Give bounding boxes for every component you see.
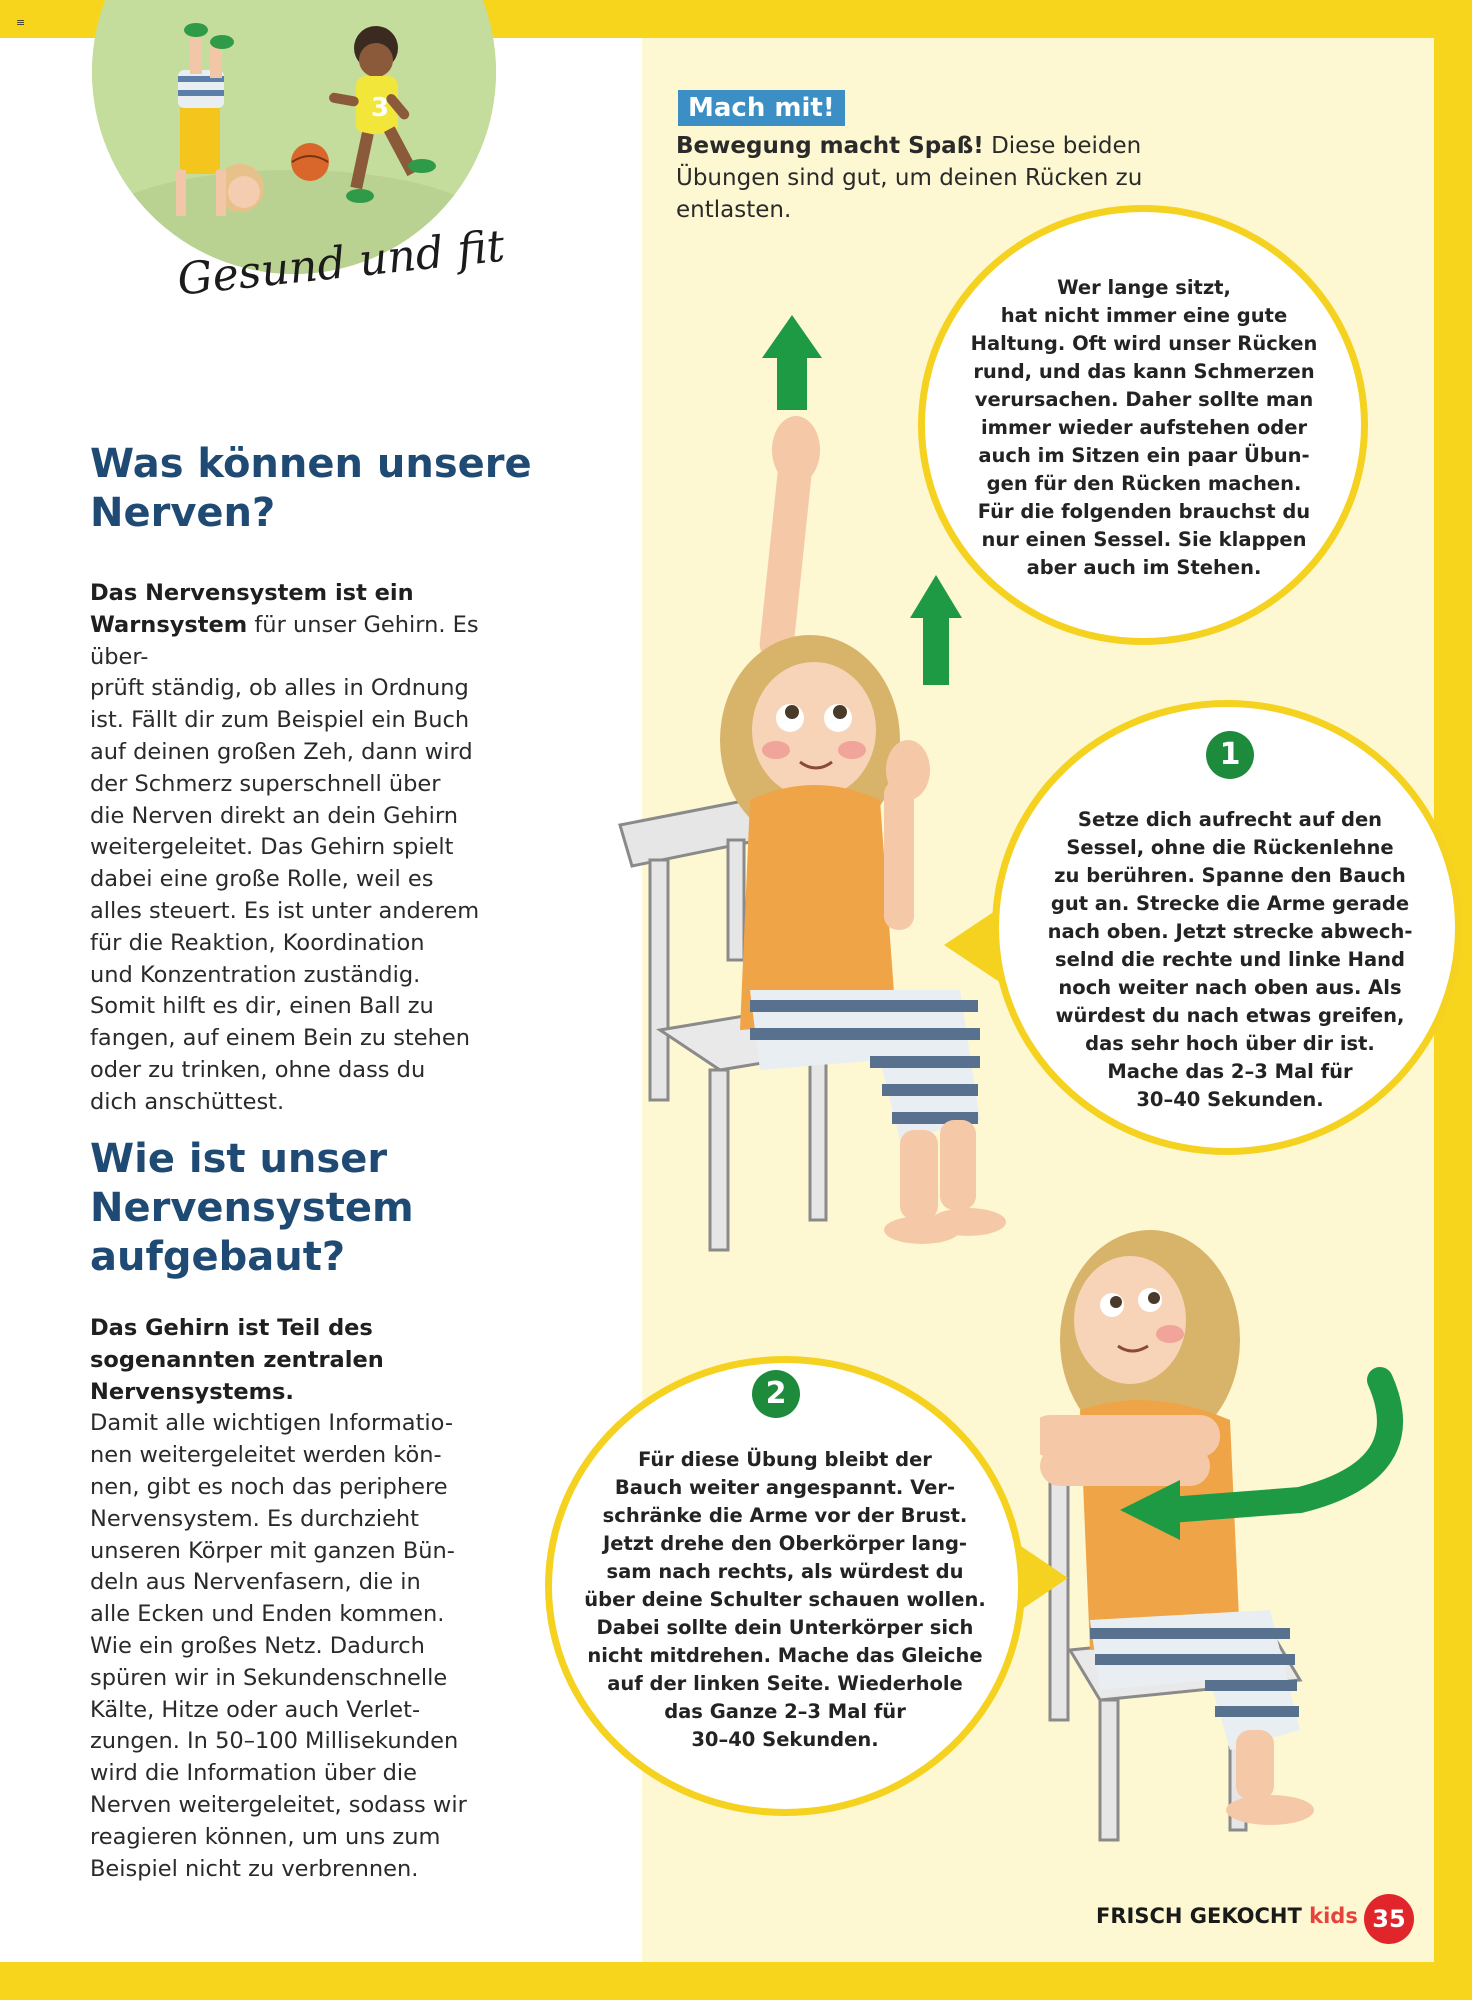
brand-name: FRISCH GEKOCHT xyxy=(1096,1904,1302,1928)
paragraph-nerves xyxy=(90,578,510,1119)
intro-bold: Bewegung macht Spaß! xyxy=(676,133,984,159)
paragraph-nerves-line: dich anschüttest. xyxy=(90,1088,285,1115)
step2-line: Dabei sollte dein Unterkörper sich xyxy=(596,1616,974,1639)
paragraph-nerves-line: dabei eine große Rolle, weil es xyxy=(90,866,434,893)
paragraph-nerves-line: auf deinen großen Zeh, dann wird xyxy=(90,738,473,765)
step2-line: Jetzt drehe den Oberkörper lang- xyxy=(602,1532,968,1555)
intro-bubble-line: gen für den Rücken machen. xyxy=(986,472,1302,495)
step1-text xyxy=(1030,806,1430,1114)
paragraph-nervous-system-line: nen weitergeleitet werden kön- xyxy=(90,1442,442,1469)
paragraph-nervous-system-line: Nerven weitergeleitet, sodass wir xyxy=(90,1791,467,1818)
intro-bubble-line: nur einen Sessel. Sie klappen xyxy=(981,528,1307,551)
step1-number: 1 xyxy=(1206,731,1254,779)
paragraph-nervous-system-line: Kälte, Hitze oder auch Verlet- xyxy=(90,1696,421,1723)
paragraph-nervous-system-line: Beispiel nicht zu verbrennen. xyxy=(90,1855,419,1882)
magazine-brand xyxy=(1096,1904,1358,1928)
intro-rest: Diese beiden Übungen sind gut, um deinen Rücken zu entlasten. xyxy=(676,133,1143,223)
intro-bubble-line: rund, und das kann Schmerzen xyxy=(973,360,1315,383)
svg-text:3: 3 xyxy=(371,93,390,123)
paragraph-nerves-line: prüft ständig, ob alles in Ordnung xyxy=(90,675,469,702)
paragraph-nerves-line: alles steuert. Es ist unter anderem xyxy=(90,897,480,924)
paragraph-nerves-line: ist. Fällt dir zum Beispiel ein Buch xyxy=(90,707,470,734)
step1-line: noch weiter nach oben aus. Als xyxy=(1058,976,1402,999)
paragraph-nerves-bold: Das Nervensystem ist ein Warnsystem xyxy=(90,580,414,638)
step1-line: Setze dich aufrecht auf den xyxy=(1077,808,1383,831)
exercise-2-illustration xyxy=(1040,1210,1440,1850)
page-number: 35 xyxy=(1364,1894,1414,1944)
paragraph-nerves-line: für unser Gehirn. Es über- xyxy=(90,611,479,670)
intro-bubble-line: Wer lange sitzt, xyxy=(1057,276,1231,299)
step1-line: 30–40 Sekunden. xyxy=(1136,1088,1324,1111)
step1-line: würdest du nach etwas greifen, xyxy=(1055,1004,1405,1027)
step1-line: das sehr hoch über dir ist. xyxy=(1085,1032,1375,1055)
paragraph-nerves-line: fangen, auf einem Bein zu stehen xyxy=(90,1025,470,1052)
paragraph-nervous-system-line: alle Ecken und Enden kommen. xyxy=(90,1601,445,1628)
step1-line: zu berühren. Spanne den Bauch xyxy=(1054,864,1406,887)
paragraph-nervous-system-line: nen, gibt es noch das periphere xyxy=(90,1473,448,1500)
paragraph-nervous-system xyxy=(90,1313,510,1885)
intro-bubble-text xyxy=(950,274,1338,582)
step1-line: Sessel, ohne die Rückenlehne xyxy=(1066,836,1394,859)
step2-line: nicht mitdrehen. Mache das Gleiche xyxy=(587,1644,983,1667)
paragraph-nerves-line: Somit hilft es dir, einen Ball zu xyxy=(90,993,434,1020)
paragraph-nervous-system-line: Damit alle wichtigen Informatio- xyxy=(90,1410,453,1437)
paragraph-nervous-system-line: unseren Körper mit ganzen Bün- xyxy=(90,1537,455,1564)
mach-mit-badge: Mach mit! xyxy=(678,90,845,126)
paragraph-nerves-line: die Nerven direkt an dein Gehirn xyxy=(90,802,459,829)
paragraph-nervous-system-bold: Das Gehirn ist Teil des sogenannten zentralen Nervensystems. xyxy=(90,1315,384,1405)
heading-nerves: Was können unsere Nerven? xyxy=(90,441,532,536)
brand-suffix: kids xyxy=(1309,1904,1358,1928)
step2-line: das Ganze 2–3 Mal für xyxy=(664,1700,906,1723)
step2-text xyxy=(574,1446,996,1754)
paragraph-nervous-system-line: deln aus Nervenfasern, die in xyxy=(90,1569,421,1596)
step1-line: selnd die rechte und linke Hand xyxy=(1055,948,1405,971)
intro-bubble-line: hat nicht immer eine gute xyxy=(1000,304,1288,327)
paragraph-nervous-system-line: spüren wir in Sekundenschnelle xyxy=(90,1664,448,1691)
intro-bubble-line: Für die folgenden brauchst du xyxy=(977,500,1311,523)
heading-nervous-system: Wie ist unser Nervensystem aufgebaut? xyxy=(90,1136,414,1280)
paragraph-nervous-system-line: Nervensystem. Es durchzieht xyxy=(90,1505,419,1532)
step2-line: auf der linken Seite. Wiederhole xyxy=(607,1672,963,1695)
paragraph-nerves-line: und Konzentration zuständig. xyxy=(90,961,421,988)
intro-bubble-line: verursachen. Daher sollte man xyxy=(974,388,1314,411)
intro-bubble-line: aber auch im Stehen. xyxy=(1026,556,1262,579)
step2-line: 30–40 Sekunden. xyxy=(691,1728,879,1751)
intro-bubble-line: immer wieder aufstehen oder xyxy=(980,416,1308,439)
intro-bubble-line: auch im Sitzen ein paar Übun- xyxy=(978,444,1310,467)
step2-line: sam nach rechts, als würdest du xyxy=(606,1560,964,1583)
paragraph-nerves-line: der Schmerz superschnell über xyxy=(90,770,441,797)
bottom-border xyxy=(0,1962,1472,2000)
paragraph-nervous-system-line: wird die Information über die xyxy=(90,1760,418,1787)
step1-line: nach oben. Jetzt strecke abwech- xyxy=(1047,920,1413,943)
step2-number: 2 xyxy=(752,1370,800,1418)
step2-line: Für diese Übung bleibt der xyxy=(638,1448,932,1471)
paragraph-nerves-line: oder zu trinken, ohne dass du xyxy=(90,1056,426,1083)
paragraph-nervous-system-line: zungen. In 50–100 Millisekunden xyxy=(90,1728,459,1755)
step1-line: gut an. Strecke die Arme gerade xyxy=(1050,892,1410,915)
paragraph-nerves-line: für die Reaktion, Koordination xyxy=(90,929,425,956)
step1-line: Mache das 2–3 Mal für xyxy=(1107,1060,1353,1083)
paragraph-nervous-system-line: Wie ein großes Netz. Dadurch xyxy=(90,1632,425,1659)
step2-line: schränke die Arme vor der Brust. xyxy=(602,1504,968,1527)
paragraph-nervous-system-line: reagieren können, um uns zum xyxy=(90,1823,441,1850)
step2-line: über deine Schulter schauen wollen. xyxy=(584,1588,986,1611)
paragraph-nerves-line: weitergeleitet. Das Gehirn spielt xyxy=(90,834,454,861)
intro-bubble-line: Haltung. Oft wird unser Rücken xyxy=(970,332,1318,355)
section-title: Gesund und fit xyxy=(175,220,507,306)
menu-icon[interactable]: ≡ xyxy=(16,16,26,29)
step2-line: Bauch weiter angespannt. Ver- xyxy=(614,1476,956,1499)
